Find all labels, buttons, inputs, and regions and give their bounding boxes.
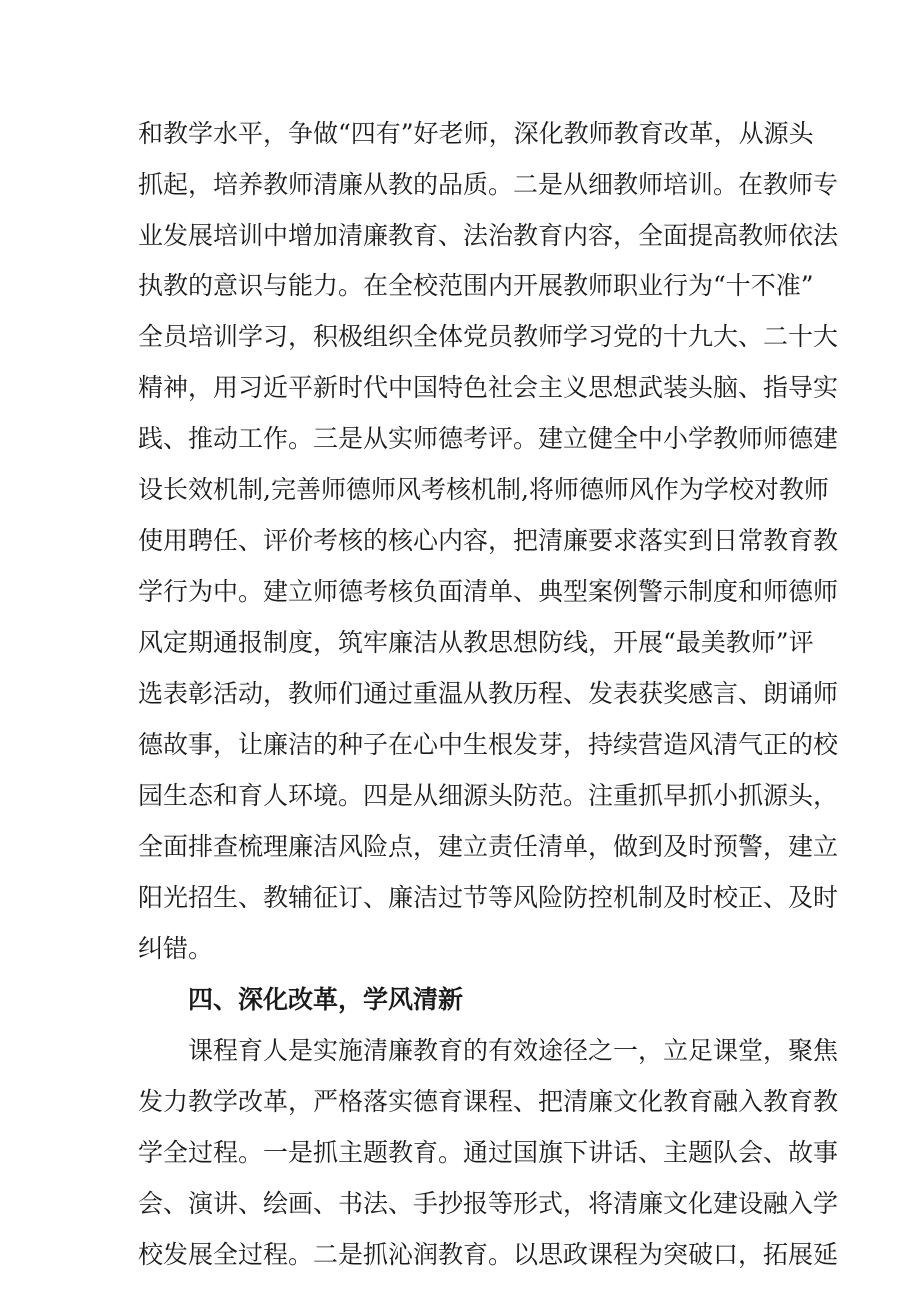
text-line: 发力教学改革，严格落实德育课程、把清廉文化教育融入教育教 (138, 1087, 839, 1116)
text-line: 使用聘任、评价考核的核心内容，把清廉要求落实到日常教育教 (138, 526, 839, 555)
text-line: 全员培训学习，积极组织全体党员教师学习党的十九大、二十大 (138, 322, 839, 351)
text-line: 课程育人是实施清廉教育的有效途径之一，立足课堂，聚焦 (188, 1036, 839, 1065)
text-line: 业发展培训中增加清廉教育、法治教育内容，全面提高教师依法 (138, 221, 839, 250)
text-line: 阳光招生、教辅征订、廉洁过节等风险防控机制及时校正、及时 (138, 883, 839, 912)
text-line: 全面排查梳理廉洁风险点，建立责任清单，做到及时预警，建立 (138, 832, 839, 861)
text-line: 践、推动工作。三是从实师德考评。建立健全中小学教师师德建 (138, 424, 839, 453)
text-line: 纠错。 (138, 934, 214, 963)
text-line: 精神，用习近平新时代中国特色社会主义思想武装头脑、指导实 (138, 373, 839, 402)
text-line: 学全过程。一是抓主题教育。通过国旗下讲话、主题队会、故事 (138, 1138, 839, 1167)
section-heading: 四、深化改革，学风清新 (188, 985, 464, 1014)
text-line: 德故事，让廉洁的种子在心中生根发芽，持续营造风清气正的校 (138, 730, 839, 759)
text-line: 学行为中。建立师德考核负面清单、典型案例警示制度和师德师 (138, 577, 839, 606)
text-line: 和教学水平，争做“四有”好老师，深化教师教育改革，从源头 (138, 119, 814, 148)
text-line: 抓起，培养教师清廉从教的品质。二是从细教师培训。在教师专 (138, 170, 839, 199)
text-line: 会、演讲、绘画、书法、手抄报等形式，将清廉文化建设融入学 (138, 1189, 839, 1218)
text-line: 风定期通报制度，筑牢廉洁从教思想防线，开展“最美教师”评 (138, 628, 814, 657)
text-line: 执教的意识与能力。在全校范围内开展教师职业行为“十不准” (138, 271, 814, 300)
text-line: 校发展全过程。二是抓沁润教育。以思政课程为突破口，拓展延 (138, 1240, 839, 1269)
text-line: 设长效机制,完善师德师风考核机制,将师德师风作为学校对教师 (138, 475, 829, 504)
text-line: 选表彰活动，教师们通过重温从教历程、发表获奖感言、朗诵师 (138, 679, 839, 708)
text-line: 园生态和育人环境。四是从细源头防范。注重抓早抓小抓源头， (138, 781, 839, 810)
